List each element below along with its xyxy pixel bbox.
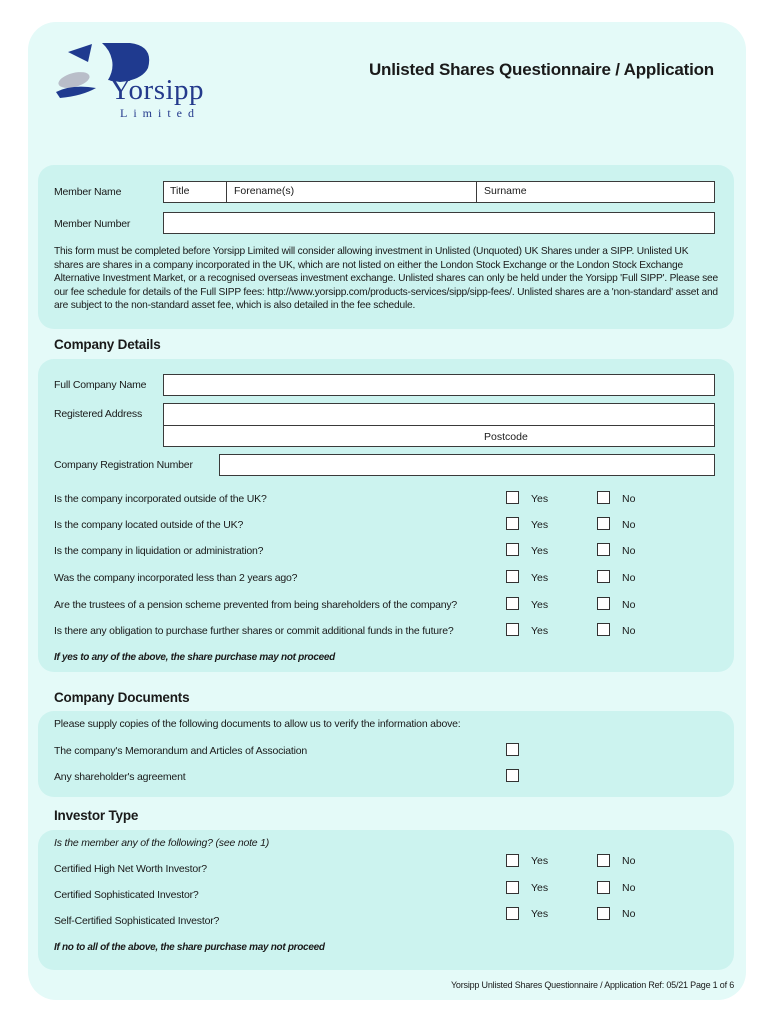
logo-name: Yorsipp	[110, 74, 205, 106]
question-no-checkbox[interactable]	[597, 543, 610, 556]
question-yes-checkbox[interactable]	[506, 491, 519, 504]
investor-intro: Is the member any of the following? (see note 1)	[54, 837, 270, 849]
yes-label: Yes	[531, 545, 549, 557]
yes-label: Yes	[531, 599, 549, 611]
company-details-heading: Company Details	[54, 337, 161, 352]
surname-input[interactable]	[475, 181, 715, 203]
forename-field-label: Forename(s)	[234, 185, 295, 197]
no-label: No	[622, 855, 636, 867]
yes-label: Yes	[531, 493, 549, 505]
document-item-label: Any shareholder's agreement	[54, 771, 186, 783]
no-label: No	[622, 625, 636, 637]
yes-label: Yes	[531, 519, 549, 531]
logo-subtitle: Limited	[120, 106, 200, 120]
no-label: No	[622, 572, 636, 584]
question-no-checkbox[interactable]	[597, 491, 610, 504]
investor-no-checkbox[interactable]	[597, 854, 610, 867]
forename-input[interactable]	[225, 181, 475, 203]
surname-field-label: Surname	[484, 185, 527, 197]
no-label: No	[622, 545, 636, 557]
yes-label: Yes	[531, 882, 549, 894]
no-label: No	[622, 882, 636, 894]
company-documents-heading: Company Documents	[54, 690, 190, 705]
yes-label: Yes	[531, 625, 549, 637]
question-no-checkbox[interactable]	[597, 623, 610, 636]
member-name-label: Member Name	[54, 186, 122, 198]
question-no-checkbox[interactable]	[597, 597, 610, 610]
title-input[interactable]	[163, 181, 225, 203]
question-yes-checkbox[interactable]	[506, 597, 519, 610]
intro-paragraph: This form must be completed before Yorsipp Limited will consider allowing investment in Unlisted (Unquoted) UK Shares under a SIPP. Unlisted UK shares are shares in a company incorporated in the UK, which are not listed on either the London Stock Exchange or the London Stock Exchange Alternative Investment Market, or a recognised overseas investment exchange. Unlisted shares can only be held under the Yorsipp 'Full SIPP'. Please see our fee schedule for details of the Full SIPP fees: http://www.yorsipp.com/products-services/sipp/sipp-fees/. Unlisted shares are a 'non-standard' asset and are subject to the non-standard asset fee, which is also detailed in the fee schedule.	[54, 246, 718, 312]
question-label: Is the company incorporated outside of the UK?	[54, 493, 267, 505]
company-warning: If yes to any of the above, the share purchase may not proceed	[54, 652, 335, 663]
full-company-name-label: Full Company Name	[54, 379, 147, 391]
question-yes-checkbox[interactable]	[506, 570, 519, 583]
investor-yes-checkbox[interactable]	[506, 854, 519, 867]
investor-yes-checkbox[interactable]	[506, 907, 519, 920]
question-label: Is there any obligation to purchase further shares or commit additional funds in the future?	[54, 625, 454, 637]
no-label: No	[622, 599, 636, 611]
title-field-label: Title	[170, 185, 190, 197]
question-label: Was the company incorporated less than 2 years ago?	[54, 572, 298, 584]
investor-type-heading: Investor Type	[54, 808, 139, 823]
question-label: Is the company in liquidation or administration?	[54, 545, 264, 557]
question-no-checkbox[interactable]	[597, 517, 610, 530]
investor-type-label: Certified High Net Worth Investor?	[54, 863, 207, 875]
page-footer: Yorsipp Unlisted Shares Questionnaire / Application Ref: 05/21 Page 1 of 6	[450, 980, 734, 990]
shareholder-agreement-checkbox[interactable]	[506, 769, 519, 782]
registration-number-input[interactable]	[219, 454, 715, 476]
no-label: No	[622, 908, 636, 920]
investor-yes-checkbox[interactable]	[506, 881, 519, 894]
registered-address-label: Registered Address	[54, 408, 143, 420]
investor-type-label: Certified Sophisticated Investor?	[54, 889, 199, 901]
registration-number-label: Company Registration Number	[54, 459, 193, 471]
no-label: No	[622, 519, 636, 531]
question-label: Is the company located outside of the UK?	[54, 519, 244, 531]
yes-label: Yes	[531, 855, 549, 867]
divider	[164, 425, 714, 426]
question-yes-checkbox[interactable]	[506, 517, 519, 530]
question-yes-checkbox[interactable]	[506, 623, 519, 636]
document-item-label: The company's Memorandum and Articles of Association	[54, 745, 308, 757]
postcode-label: Postcode	[484, 431, 528, 443]
yes-label: Yes	[531, 572, 549, 584]
member-number-label: Member Number	[54, 218, 131, 230]
question-no-checkbox[interactable]	[597, 570, 610, 583]
question-yes-checkbox[interactable]	[506, 543, 519, 556]
no-label: No	[622, 493, 636, 505]
member-number-input[interactable]	[163, 212, 715, 234]
full-company-name-input[interactable]	[163, 374, 715, 396]
documents-intro: Please supply copies of the following documents to allow us to verify the information above:	[54, 718, 461, 730]
document-title: Unlisted Shares Questionnaire / Application	[368, 60, 714, 79]
investor-no-checkbox[interactable]	[597, 907, 610, 920]
question-label: Are the trustees of a pension scheme prevented from being shareholders of the company?	[54, 599, 458, 611]
registered-address-input[interactable]	[163, 403, 715, 447]
yes-label: Yes	[531, 908, 549, 920]
memorandum-checkbox[interactable]	[506, 743, 519, 756]
investor-no-checkbox[interactable]	[597, 881, 610, 894]
investor-type-label: Self-Certified Sophisticated Investor?	[54, 915, 220, 927]
investor-warning: If no to all of the above, the share purchase may not proceed	[54, 942, 325, 953]
